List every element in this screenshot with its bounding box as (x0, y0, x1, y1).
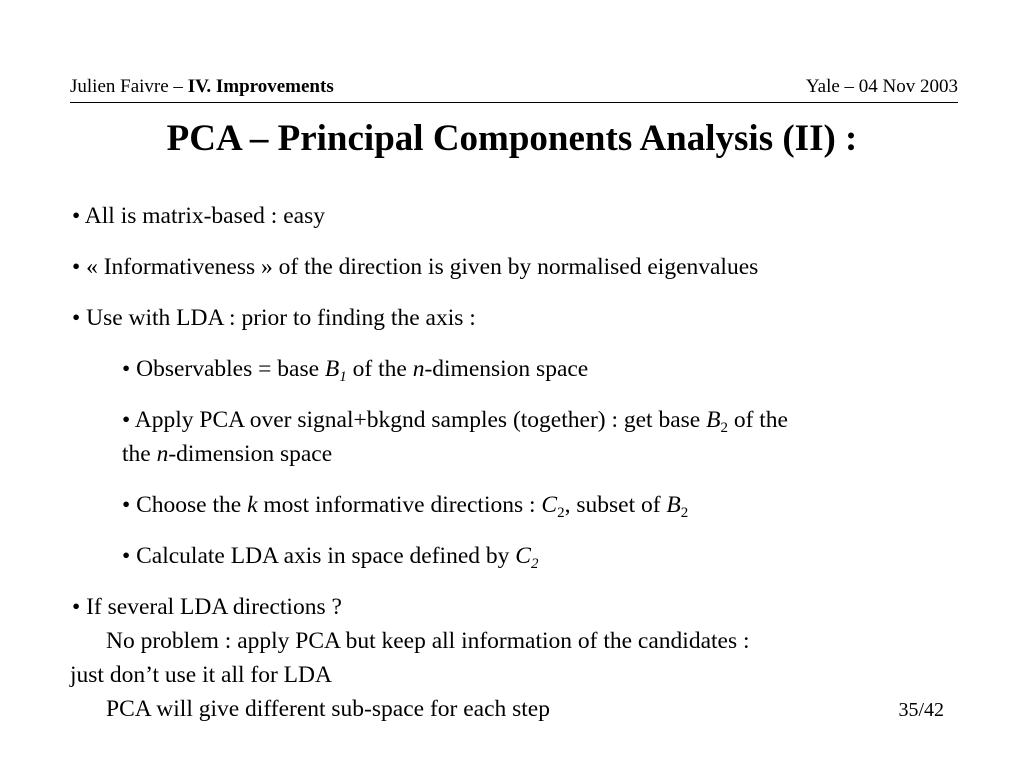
math-var: B (324, 356, 340, 382)
header-section: IV. Improvements (187, 76, 334, 97)
text: most informative directions : (257, 492, 542, 518)
text: -dimension space (168, 441, 333, 467)
bullet-matrix-based: • All is matrix-based : easy (72, 203, 325, 229)
header-venue-date: Yale – 04 Nov 2003 (805, 76, 958, 97)
text: • Calculate LDA axis in space defined by (122, 543, 516, 569)
text: • Choose the (122, 492, 248, 518)
paragraph-no-problem: No problem : apply PCA but keep all information of the candidates : (106, 628, 750, 654)
page-number: 35/42 (898, 699, 944, 721)
text: of the (727, 407, 788, 433)
math-var: C (515, 543, 531, 569)
subbullet-choose-k (122, 491, 688, 519)
header-author-section (70, 76, 334, 98)
bullet-use-with-lda: • Use with LDA : prior to finding the axis : (72, 305, 476, 331)
text: • Apply PCA over signal+bkgnd samples (together) : get base (122, 407, 707, 433)
text: -dimension space (424, 356, 589, 382)
math-subscript: 2 (557, 505, 565, 521)
text: • Observables = base (122, 356, 325, 382)
subbullet-apply-pca-cont (122, 440, 332, 468)
bullet-informativeness: • « Informativeness » of the direction is given by normalised eigenvalues (72, 254, 759, 280)
math-subscript: 2 (680, 505, 689, 521)
math-var: n (412, 356, 425, 382)
subbullet-calculate-lda (122, 542, 538, 570)
slide-header (70, 76, 958, 103)
subbullet-apply-pca (122, 406, 788, 434)
slide-title: PCA – Principal Components Analysis (II) : (166, 118, 858, 159)
paragraph-different-subspace: PCA will give different sub-space for each step (106, 696, 550, 722)
math-var: C (541, 492, 558, 518)
math-subscript: 1 (339, 369, 347, 385)
subbullet-observables (122, 355, 588, 383)
text: the (122, 441, 157, 467)
math-subscript: 2 (530, 556, 539, 572)
paragraph-dont-use-all: just don’t use it all for LDA (70, 662, 332, 688)
text: of the (346, 356, 413, 382)
bullet-several-lda: • If several LDA directions ? (72, 594, 342, 620)
math-var: B (666, 492, 681, 518)
math-var: B (706, 407, 721, 433)
text: , subset of (564, 492, 667, 518)
math-var: k (247, 492, 258, 518)
math-subscript: 2 (720, 420, 728, 436)
header-author: Julien Faivre – (70, 76, 188, 97)
math-var: n (156, 441, 169, 467)
